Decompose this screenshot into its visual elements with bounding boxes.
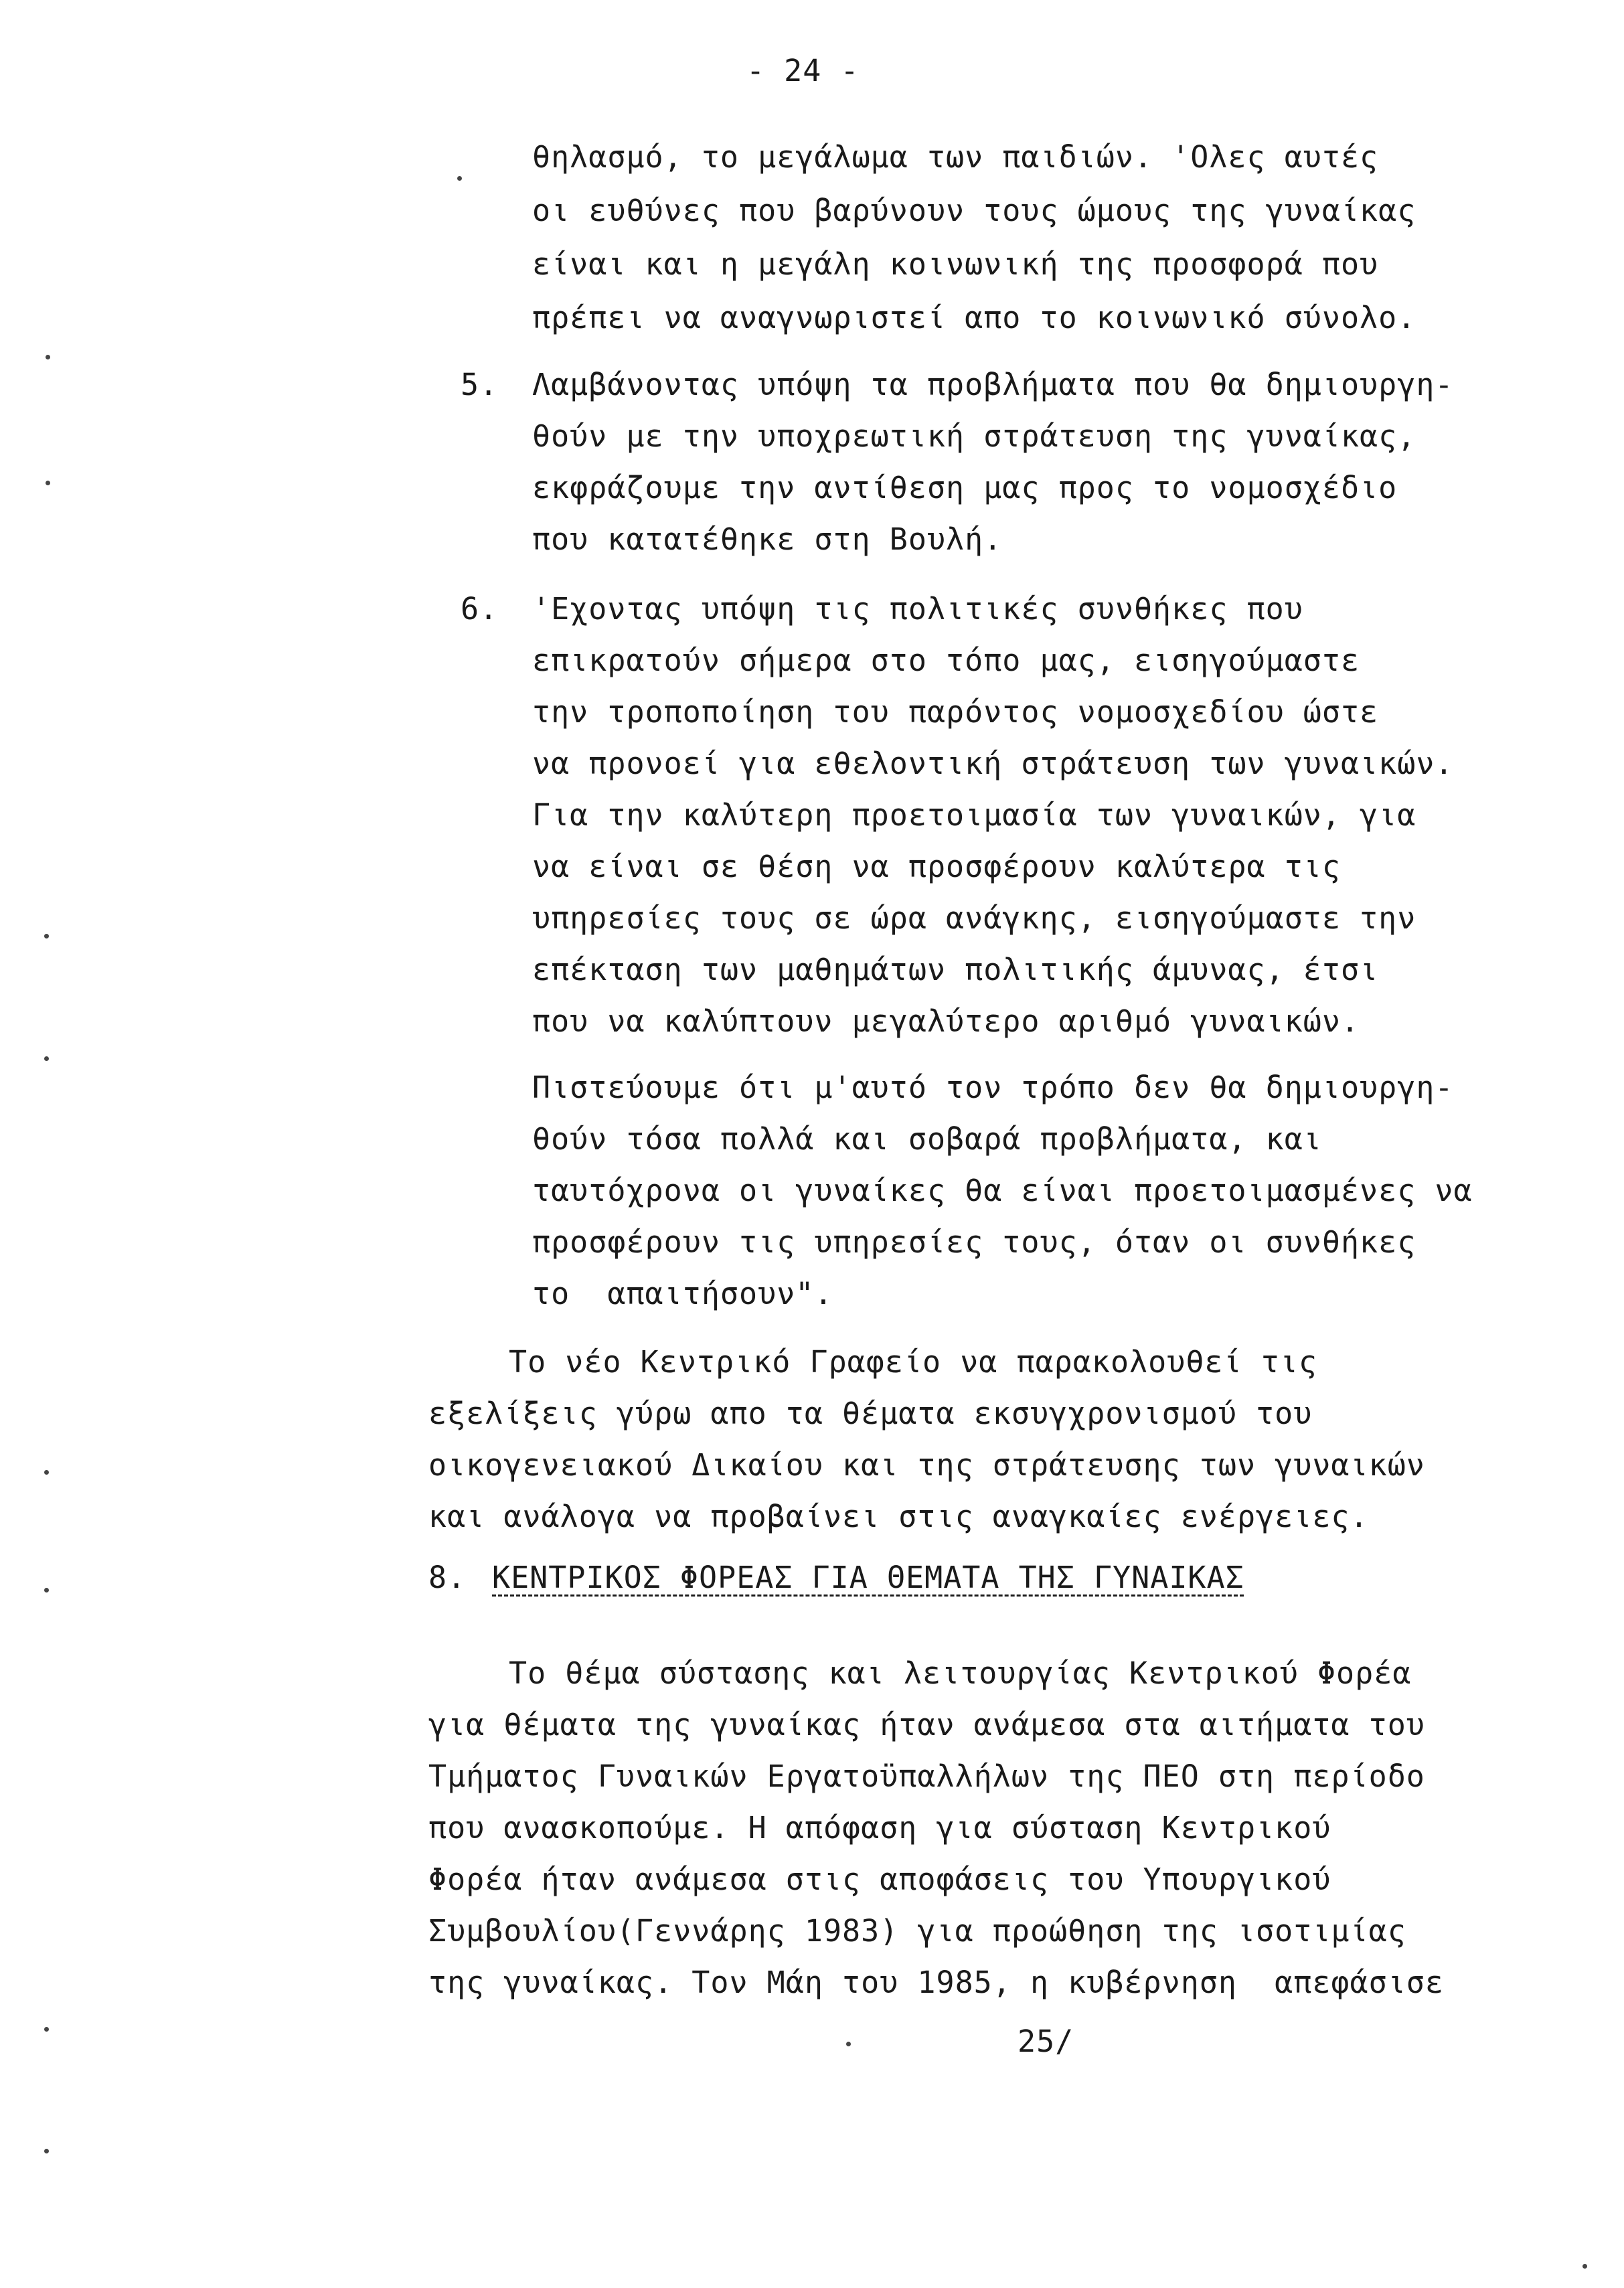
text-line: Πιστεύουμε ότι μ'αυτό τον τρόπο δεν θα δημιουργη- [532,1070,1454,1105]
text-line: προσφέρουν τις υπηρεσίες τους, όταν οι συνθήκες [532,1224,1416,1260]
text-line: Λαμβάνοντας υπόψη τα προβλήματα που θα δημιουργη- [532,367,1454,402]
text-line: Συμβουλίου(Γεννάρης 1983) για προώθηση της ισοτιμίας [428,1913,1406,1949]
text-line: εξελίξεις γύρω απο τα θέματα εκσυγχρονισμού του [428,1396,1313,1431]
text-line: οικογενειακού Δικαίου και της στράτευσης των γυναικών [428,1447,1425,1483]
text-line: 'Εχοντας υπόψη τις πολιτικές συνθήκες που [532,591,1303,627]
text-line: ταυτόχρονα οι γυναίκες θα είναι προετοιμασμένες να [532,1173,1473,1208]
text-line: επέκταση των μαθημάτων πολιτικής άμυνας, έτσι [532,952,1379,987]
page-number-top: - 24 - [746,53,860,88]
margin-mark [457,176,462,181]
text-line: υπηρεσίες τους σε ώρα ανάγκης, εισηγούμαστε την [532,900,1416,936]
margin-mark [44,1588,49,1592]
margin-mark [44,2149,49,2153]
margin-mark [44,934,49,938]
text-line: που κατατέθηκε στη Βουλή. [532,521,1003,557]
text-line: Φορέα ήταν ανάμεσα στις αποφάσεις του Υπουργικού [428,1862,1331,1897]
text-line: να προνοεί για εθελοντική στράτευση των γυναικών. [532,746,1454,781]
section-8-number: 8. [428,1560,467,1595]
margin-mark [1582,2264,1587,2269]
text-line: οι ευθύνες που βαρύνουν τους ώμους της γυναίκας [532,193,1416,228]
text-line: πρέπει να αναγνωριστεί απο το κοινωνικό σύνολο. [532,300,1416,335]
margin-mark [46,481,50,485]
margin-mark [44,1056,49,1061]
text-line: θηλασμό, το μεγάλωμα των παιδιών. 'Ολες αυτές [532,139,1379,175]
text-line: εκφράζουμε την αντίθεση μας προς το νομοσχέδιο [532,470,1398,505]
text-line: Το θέμα σύστασης και λειτουργίας Κεντρικού Φορέα [509,1655,1412,1691]
text-line: θούν τόσα πολλά και σοβαρά προβλήματα, και [532,1121,1322,1157]
text-line: για θέματα της γυναίκας ήταν ανάμεσα στα αιτήματα του [428,1707,1425,1742]
text-line: Για την καλύτερη προετοιμασία των γυναικών, για [532,797,1416,833]
text-line: Τμήματος Γυναικών Εργατοϋπαλλήλων της ΠΕΟ στη περίοδο [428,1759,1425,1794]
text-line: και ανάλογα να προβαίνει στις αναγκαίες ενέργειες. [428,1499,1369,1534]
text-line: να είναι σε θέση να προσφέρουν καλύτερα τις [532,849,1341,884]
text-line: της γυναίκας. Τον Μάη του 1985, η κυβέρνηση απεφάσισε [428,1965,1444,2000]
text-line: την τροποποίηση του παρόντος νομοσχεδίου ώστε [532,694,1379,730]
text-line: είναι και η μεγάλη κοινωνική της προσφορά που [532,246,1379,282]
margin-mark [846,2042,851,2046]
margin-mark [44,1470,49,1475]
text-line: θούν με την υποχρεωτική στράτευση της γυναίκας, [532,418,1416,454]
item-6-number: 6. [461,591,499,627]
continuation-page-marker: 25/ [1018,2024,1074,2059]
section-8-heading: ΚΕΝΤΡΙΚΟΣ ΦΟΡΕΑΣ ΓΙΑ ΘΕΜΑΤΑ ΤΗΣ ΓΥΝΑΙΚΑΣ [492,1560,1244,1595]
text-line: που να καλύπτουν μεγαλύτερο αριθμό γυναικών. [532,1003,1360,1039]
text-line: που ανασκοπούμε. Η απόφαση για σύσταση Κεντρικού [428,1810,1331,1846]
text-line: επικρατούν σήμερα στο τόπο μας, εισηγούμαστε [532,643,1360,678]
text-line: Το νέο Κεντρικό Γραφείο να παρακολουθεί τις [509,1344,1317,1380]
text-line: το απαιτήσουν". [532,1276,833,1311]
margin-mark [44,2027,49,2032]
item-5-number: 5. [461,367,499,402]
margin-mark [46,355,50,359]
